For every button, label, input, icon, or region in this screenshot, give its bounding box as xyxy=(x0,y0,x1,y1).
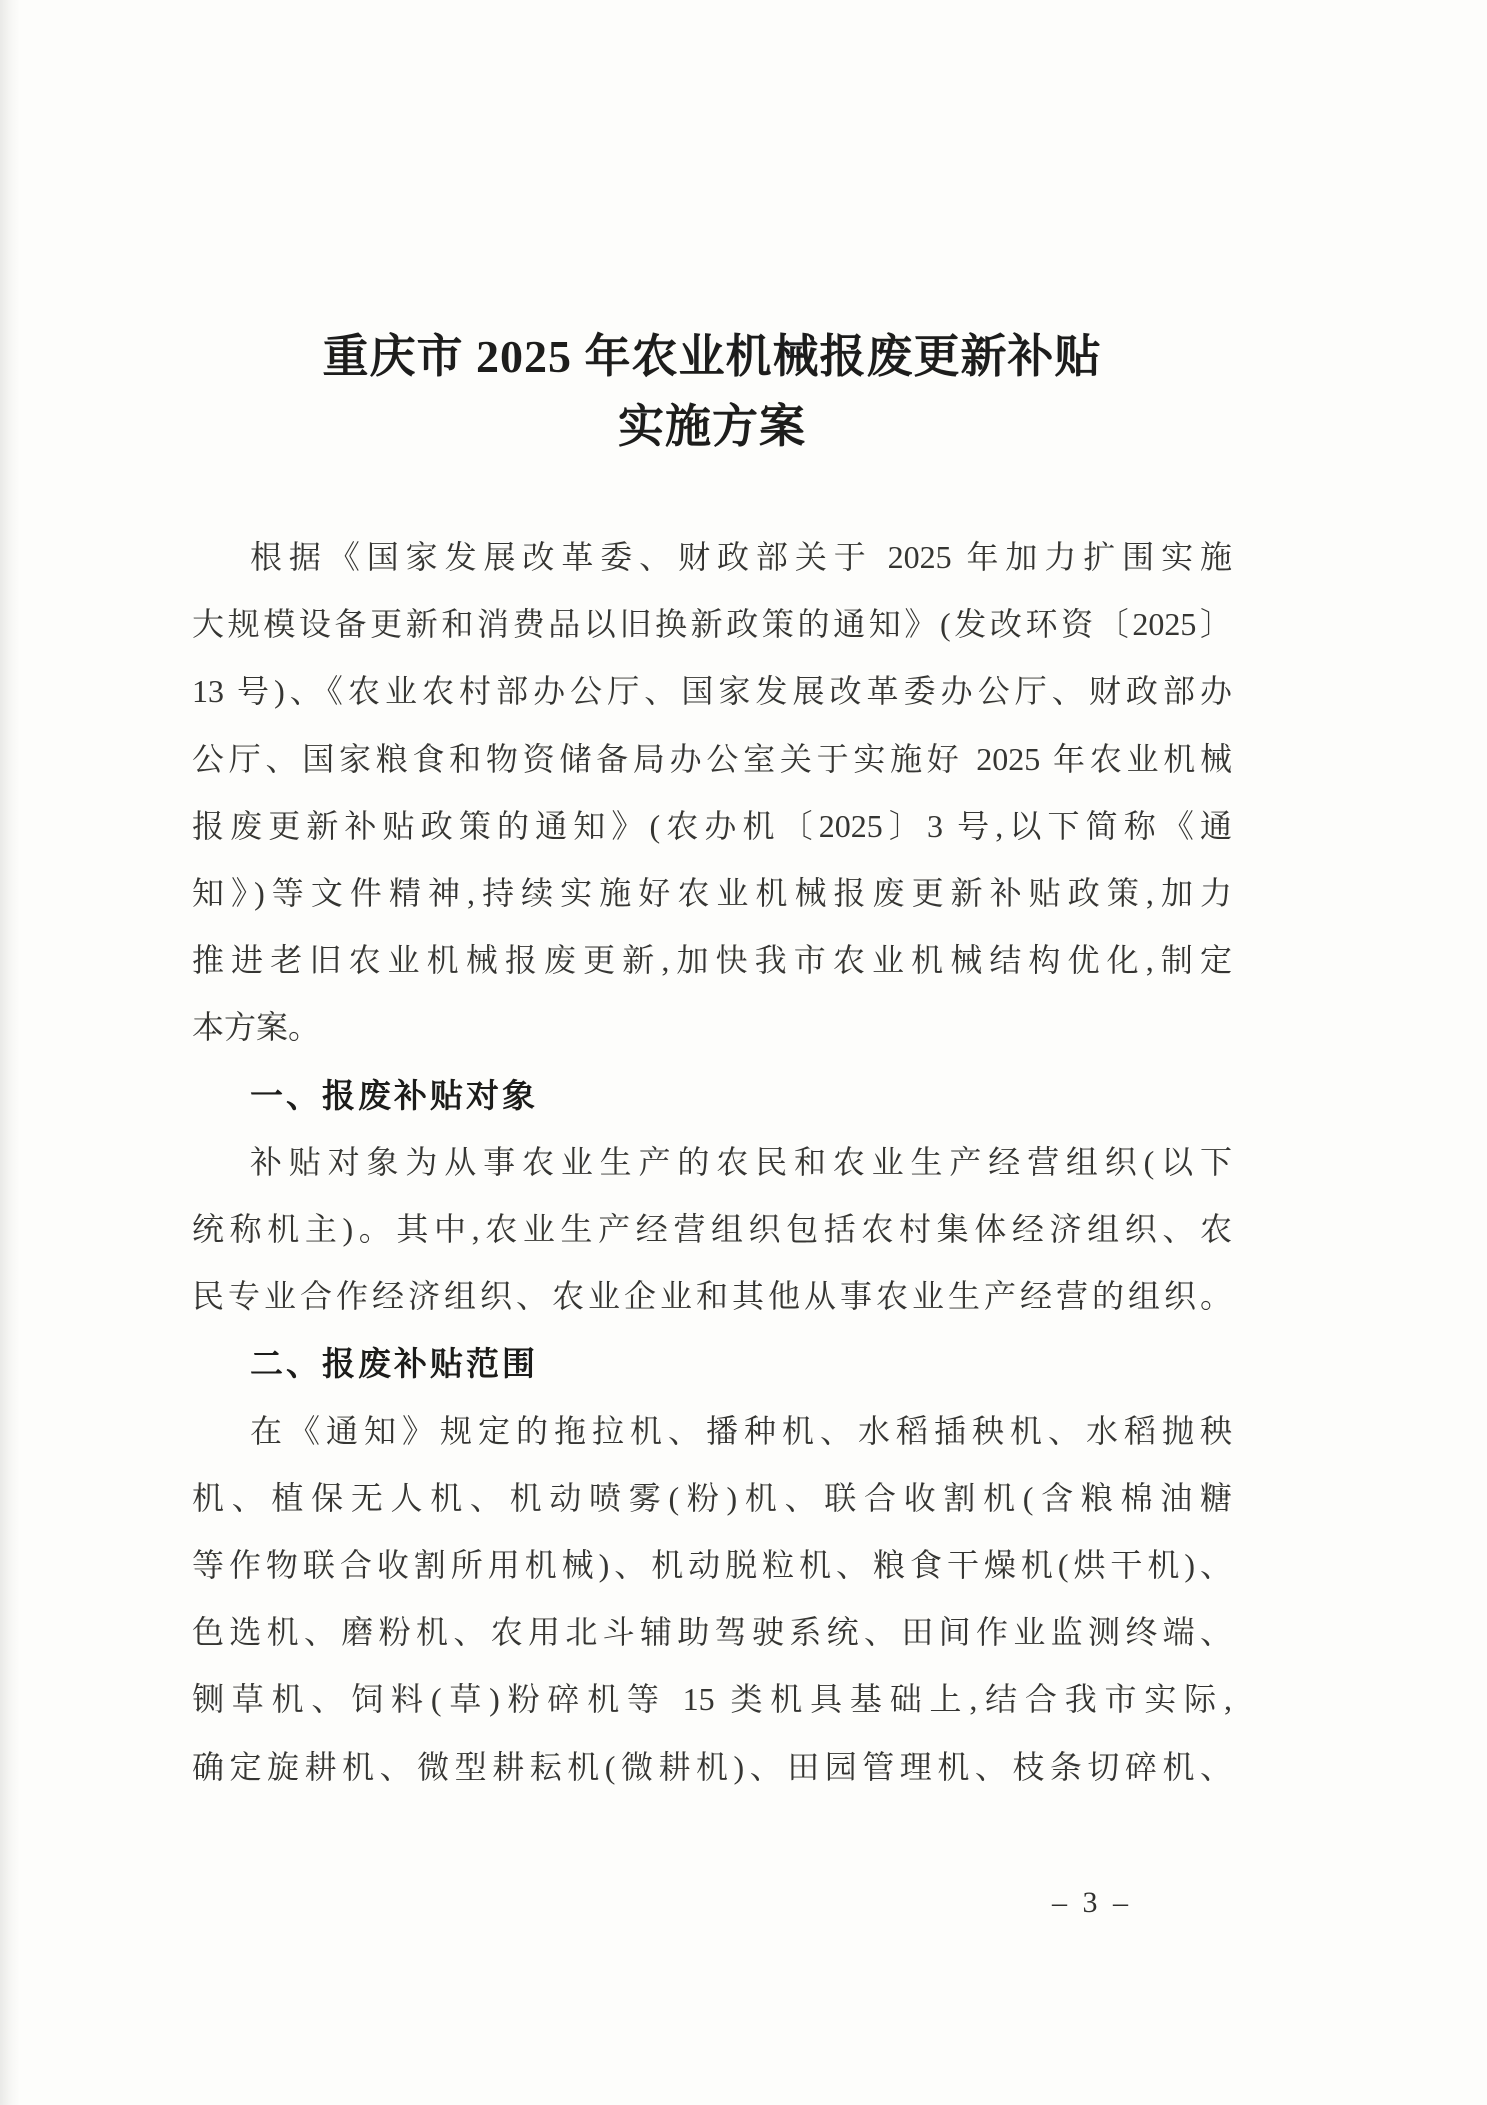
body-line: 本方案。 xyxy=(192,1009,321,1046)
section-heading-1: 一、报废补贴对象 xyxy=(250,1076,538,1114)
body-line: 知》)等文件精神,持续实施好农业机械报废更新补贴政策,加力 xyxy=(192,875,1232,912)
body-line: 公厅、国家粮食和物资储备局办公室关于实施好 2025 年农业机械 xyxy=(192,740,1232,777)
body-line: 机、植保无人机、机动喷雾(粉)机、联合收割机(含粮棉油糖 xyxy=(192,1479,1232,1516)
body-line: 在《通知》规定的拖拉机、播种机、水稻插秧机、水稻抛秧 xyxy=(250,1412,1232,1449)
body-line: 大规模设备更新和消费品以旧换新政策的通知》(发改环资〔2025〕 xyxy=(192,606,1232,643)
body-line: 推进老旧农业机械报废更新,加快我市农业机械结构优化,制定 xyxy=(192,942,1232,979)
title-line-1: 重庆市 2025 年农业机械报废更新补贴 xyxy=(322,331,1102,382)
document-title xyxy=(192,322,1232,462)
title-line-2: 实施方案 xyxy=(618,401,806,452)
scan-edge-shadow xyxy=(0,0,20,2105)
body-line: 13 号)、《农业农村部办公厅、国家发展改革委办公厅、财政部办 xyxy=(192,673,1232,710)
body-line: 报废更新补贴政策的通知》(农办机〔2025〕3 号,以下简称《通 xyxy=(192,807,1232,844)
body-line: 色选机、磨粉机、农用北斗辅助驾驶系统、田间作业监测终端、 xyxy=(192,1614,1232,1651)
body-line: 民专业合作经济组织、农业企业和其他从事农业生产经营的组织。 xyxy=(192,1278,1232,1315)
document-body xyxy=(192,524,1232,1801)
body-line: 确定旋耕机、微型耕耘机(微耕机)、田园管理机、枝条切碎机、 xyxy=(192,1748,1232,1785)
page-number: – 3 – xyxy=(1052,1886,1132,1919)
body-line: 根据《国家发展改革委、财政部关于 2025 年加力扩围实施 xyxy=(250,539,1232,575)
body-line: 等作物联合收割所用机械)、机动脱粒机、粮食干燥机(烘干机)、 xyxy=(192,1547,1232,1584)
section-heading-2: 二、报废补贴范围 xyxy=(250,1345,538,1383)
body-line: 补贴对象为从事农业生产的农民和农业生产经营组织(以下 xyxy=(250,1143,1232,1180)
body-line: 统称机主)。其中,农业生产经营组织包括农村集体经济组织、农 xyxy=(192,1211,1232,1248)
body-line: 铡草机、饲料(草)粉碎机等 15 类机具基础上,结合我市实际, xyxy=(192,1681,1232,1718)
